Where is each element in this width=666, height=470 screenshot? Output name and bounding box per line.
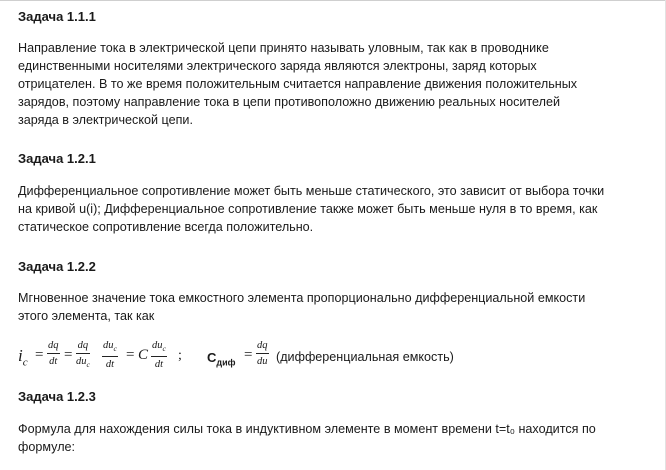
formula-fraction-dq-dt: $\frac{dq}{dt}$	[48, 340, 59, 367]
formula-note: (дифференциальная емкость)	[276, 350, 454, 364]
task-heading-1-2-2: Задача 1.2.2	[18, 259, 96, 274]
page-top-border	[0, 0, 666, 1]
capacitor-current-formula	[18, 338, 658, 378]
formula-equals: =	[244, 347, 253, 363]
formula-current-symbol: $i_c$	[18, 346, 28, 369]
formula-fraction-duc-dt: $du_c$ dt	[152, 340, 166, 371]
formula-fraction-duc-dt: $du_c$ dt	[103, 340, 117, 371]
paragraph-line: этого элемента, так как	[18, 309, 155, 323]
task-heading-1-2-1: Задача 1.2.1	[18, 151, 96, 166]
paragraph-line: заряда в электрической цепи.	[18, 113, 193, 127]
formula-equals: =	[35, 347, 44, 363]
paragraph-line: зарядов, поэтому направление тока в цепи противоположно движению реальных носителей	[18, 95, 561, 109]
formula-semicolon: ;	[178, 348, 182, 363]
formula-equals: =	[64, 347, 73, 363]
formula-fraction-dq-du: $\frac{dq}{du}$	[257, 340, 268, 367]
formula-differential-capacitance-symbol: $C_{диф}$	[207, 350, 236, 368]
formula-equals: =	[126, 347, 135, 363]
paragraph-line: отрицателен. В то же время положительным считается направление движения положительных	[18, 77, 578, 91]
paragraph-line: Дифференциальное сопротивление может быть меньше статического, это зависит от выбора точки	[18, 184, 605, 198]
paragraph-line: Направление тока в электрической цепи принято называть уловным, так как в проводнике	[18, 41, 549, 55]
task-heading-1-1-1: Задача 1.1.1	[18, 9, 96, 24]
formula-capacitance-symbol: C	[138, 347, 149, 363]
paragraph-line: статическое сопротивление всегда положительно.	[18, 220, 314, 234]
paragraph-line: на кривой u(i); Дифференциальное сопротивление также может быть меньше нуля в то время, как	[18, 202, 598, 216]
formula-fraction-dq-duc: dq $du_c$	[76, 340, 90, 370]
paragraph-line: формуле:	[18, 440, 76, 454]
task-heading-1-2-3: Задача 1.2.3	[18, 389, 96, 404]
paragraph-line: Формула для нахождения силы тока в индуктивном элементе в момент времени t=t₀ находится по	[18, 422, 596, 436]
paragraph-line: Мгновенное значение тока емкостного элемента пропорционально дифференциальной емкости	[18, 291, 586, 305]
paragraph-line: единственными носителями электрического заряда являются электроны, заряд которых	[18, 59, 537, 73]
